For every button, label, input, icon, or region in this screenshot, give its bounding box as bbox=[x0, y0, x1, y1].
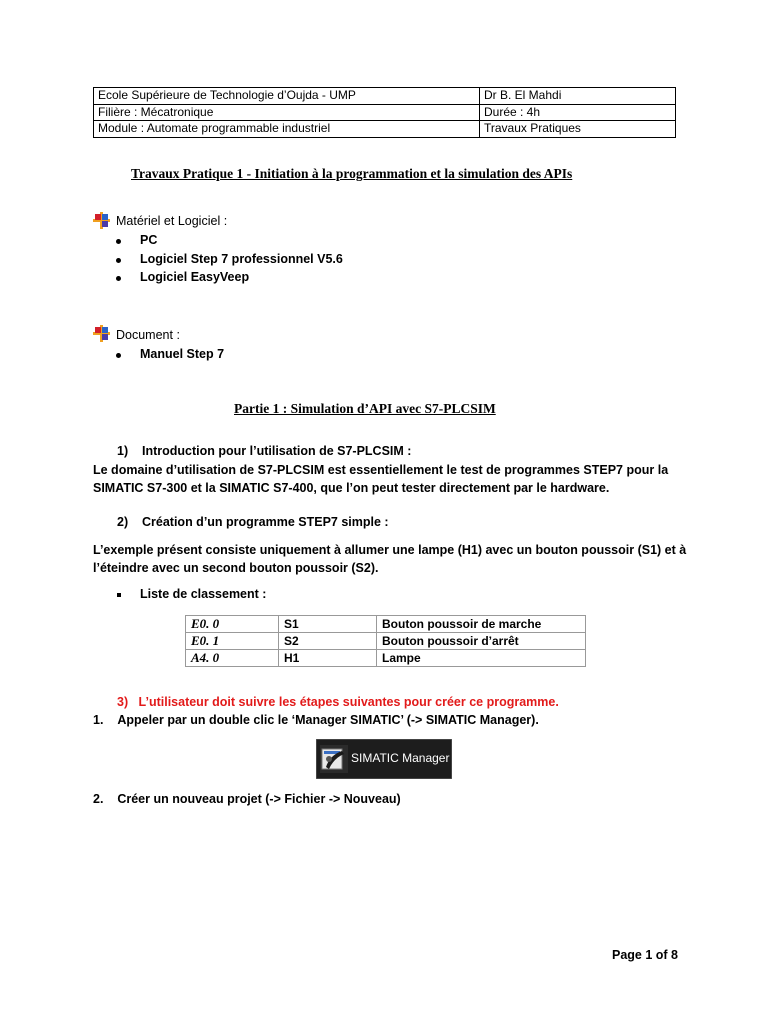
simatic-manager-shortcut[interactable] bbox=[316, 739, 452, 779]
header-cell: Ecole Supérieure de Technologie d’Oujda - UMP bbox=[94, 88, 480, 105]
header-row bbox=[94, 104, 676, 121]
document-heading: Document : bbox=[116, 328, 180, 342]
description-cell: Lampe bbox=[377, 650, 586, 667]
materiel-item: PC bbox=[140, 233, 158, 247]
materiel-heading: Matériel et Logiciel : bbox=[116, 214, 228, 228]
section2-text: l’éteindre avec un second bouton poussoir (S2). bbox=[93, 561, 379, 575]
bullet-square bbox=[117, 593, 121, 597]
document-title: Travaux Pratique 1 - Initiation à la programmation et la simulation des APIs bbox=[131, 166, 573, 181]
section3-heading: 3) L’utilisateur doit suivre les étapes suivantes pour créer ce programme. bbox=[117, 695, 559, 709]
header-cell: Module : Automate programmable industriel bbox=[94, 121, 480, 138]
section1-text: SIMATIC S7-300 et la SIMATIC S7-400, que l’on peut tester directement par le hardware. bbox=[93, 481, 610, 495]
bullet-dot bbox=[116, 258, 121, 263]
bullet-dot bbox=[116, 353, 121, 358]
symbol-cell: H1 bbox=[279, 650, 377, 667]
section1-heading: 1) Introduction pour l’utilisation de S7-PLCSIM : bbox=[117, 444, 412, 458]
section2-text: L’exemple présent consiste uniquement à allumer une lampe (H1) avec un bouton poussoir (S1) et à bbox=[93, 543, 687, 557]
header-row bbox=[94, 88, 676, 105]
materiel-item: Logiciel Step 7 professionnel V5.6 bbox=[140, 252, 343, 266]
table-row bbox=[186, 616, 586, 633]
section2-heading: 2) Création d’un programme STEP7 simple : bbox=[117, 515, 389, 529]
step2-text: 2. Créer un nouveau projet (-> Fichier -> Nouveau) bbox=[93, 792, 401, 806]
classement-table bbox=[185, 615, 586, 667]
section1-text: Le domaine d’utilisation de S7-PLCSIM est essentiellement le test de programmes STEP7 pour la bbox=[93, 463, 669, 477]
table-row bbox=[186, 650, 586, 667]
pin-bullet-icon bbox=[93, 325, 110, 342]
address-cell: A4. 0 bbox=[186, 650, 279, 667]
bullet-dot bbox=[116, 276, 121, 281]
document-item: Manuel Step 7 bbox=[140, 347, 225, 361]
page-number: Page 1 of 8 bbox=[612, 948, 678, 962]
simatic-manager-icon bbox=[320, 745, 348, 773]
liste-heading: Liste de classement : bbox=[140, 587, 267, 601]
symbol-cell: S1 bbox=[279, 616, 377, 633]
step1-text: 1. Appeler par un double clic le ‘Manager SIMATIC’ (-> SIMATIC Manager). bbox=[93, 713, 539, 727]
partie1-title: Partie 1 : Simulation d’API avec S7-PLCSIM bbox=[234, 401, 496, 416]
header-cell: Travaux Pratiques bbox=[480, 121, 676, 138]
address-cell: E0. 1 bbox=[186, 633, 279, 650]
header-table bbox=[93, 87, 676, 138]
pin-bullet-icon bbox=[93, 212, 110, 229]
symbol-cell: S2 bbox=[279, 633, 377, 650]
materiel-item: Logiciel EasyVeep bbox=[140, 270, 250, 284]
description-cell: Bouton poussoir d’arrêt bbox=[377, 633, 586, 650]
header-cell: Filière : Mécatronique bbox=[94, 104, 480, 121]
address-cell: E0. 0 bbox=[186, 616, 279, 633]
header-row bbox=[94, 121, 676, 138]
table-row bbox=[186, 633, 586, 650]
simatic-manager-label: SIMATIC Manager bbox=[351, 751, 450, 765]
header-cell: Durée : 4h bbox=[480, 104, 676, 121]
header-cell: Dr B. El Mahdi bbox=[480, 88, 676, 105]
bullet-dot bbox=[116, 239, 121, 244]
description-cell: Bouton poussoir de marche bbox=[377, 616, 586, 633]
